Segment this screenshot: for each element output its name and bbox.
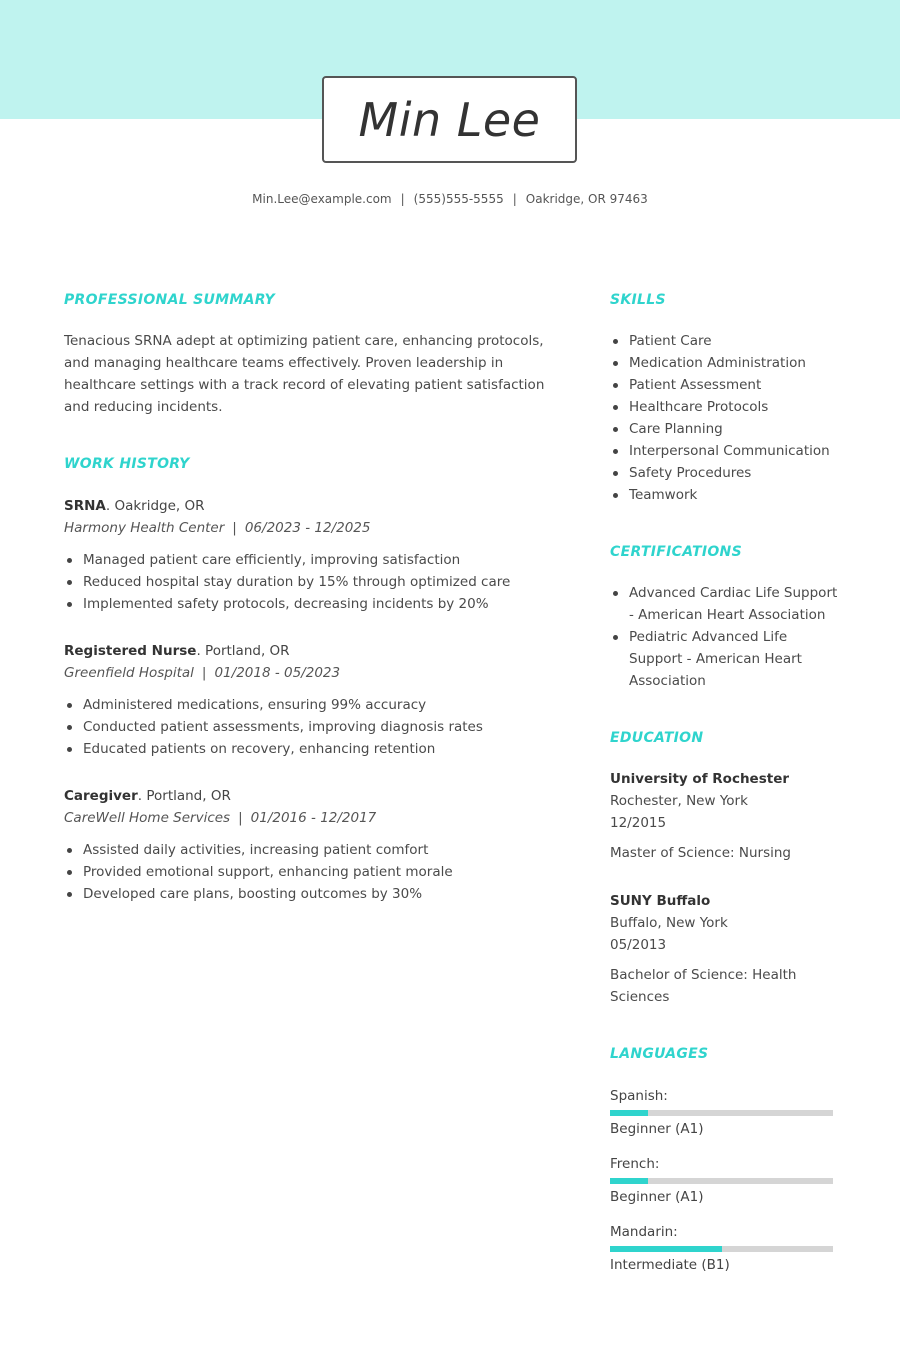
skill-item: Patient Care bbox=[610, 330, 840, 352]
skill-item: Care Planning bbox=[610, 418, 840, 440]
contact-location: Oakridge, OR 97463 bbox=[525, 192, 648, 206]
name-box bbox=[322, 76, 577, 163]
language-name: French: bbox=[610, 1156, 660, 1172]
job-separator: | bbox=[201, 665, 207, 681]
contact-separator: | bbox=[512, 192, 517, 206]
job-dates: 01/2018 - 05/2023 bbox=[214, 665, 341, 681]
job-bullet: Conducted patient assessments, improving diagnosis rates bbox=[64, 716, 554, 738]
language-bar bbox=[610, 1246, 833, 1252]
job-bullet: Reduced hospital stay duration by 15% through optimized care bbox=[64, 571, 554, 593]
candidate-name: Min Lee bbox=[358, 92, 541, 147]
language-bar-fill bbox=[610, 1110, 648, 1116]
language-bar bbox=[610, 1110, 833, 1116]
job-bullets bbox=[64, 694, 554, 760]
job-employer: Greenfield Hospital bbox=[64, 665, 194, 681]
job-location: Portland, OR bbox=[146, 788, 231, 804]
language-bar-fill bbox=[610, 1246, 722, 1252]
job-title-line: Registered Nurse. Portland, OR bbox=[64, 643, 290, 659]
job-location: Portland, OR bbox=[205, 643, 290, 659]
language-bar-fill bbox=[610, 1178, 648, 1184]
education-heading: EDUCATION bbox=[610, 730, 704, 746]
graduation-date: 12/2015 bbox=[610, 815, 667, 831]
school-location: Buffalo, New York bbox=[610, 915, 728, 931]
language-bar bbox=[610, 1178, 833, 1184]
skill-item: Teamwork bbox=[610, 484, 840, 506]
language-level: Beginner (A1) bbox=[610, 1121, 704, 1137]
language-entry bbox=[610, 1154, 840, 1207]
certifications-heading: CERTIFICATIONS bbox=[610, 544, 742, 560]
languages-heading: LANGUAGES bbox=[610, 1046, 709, 1062]
job-bullets bbox=[64, 839, 554, 905]
main-column bbox=[64, 290, 554, 905]
school-name: University of Rochester bbox=[610, 771, 790, 787]
school-location: Rochester, New York bbox=[610, 793, 748, 809]
job-title-line: SRNA. Oakridge, OR bbox=[64, 498, 205, 514]
contact-phone: (555)555-5555 bbox=[413, 192, 504, 206]
job-entry bbox=[64, 640, 554, 760]
education-entry bbox=[610, 890, 840, 1008]
job-role: Registered Nurse bbox=[64, 643, 197, 659]
job-employer-line bbox=[64, 517, 554, 539]
contact-separator: | bbox=[400, 192, 405, 206]
skill-item: Safety Procedures bbox=[610, 462, 840, 484]
job-dates: 06/2023 - 12/2025 bbox=[244, 520, 371, 536]
skill-item: Interpersonal Communication bbox=[610, 440, 840, 462]
language-entry bbox=[610, 1086, 840, 1139]
job-separator: | bbox=[232, 520, 237, 536]
contact-line bbox=[0, 192, 900, 206]
job-bullet: Educated patients on recovery, enhancing retention bbox=[64, 738, 554, 760]
summary-heading: PROFESSIONAL SUMMARY bbox=[64, 292, 275, 308]
job-role: Caregiver bbox=[64, 788, 138, 804]
sidebar-column bbox=[610, 290, 840, 1275]
school-name: SUNY Buffalo bbox=[610, 893, 711, 909]
job-employer: Harmony Health Center bbox=[64, 520, 225, 536]
job-employer: CareWell Home Services bbox=[64, 810, 231, 826]
degree: Bachelor of Science: Health Sciences bbox=[610, 967, 797, 1005]
skills-list bbox=[610, 330, 840, 506]
job-location: Oakridge, OR bbox=[114, 498, 205, 514]
job-separator: | bbox=[238, 810, 243, 826]
job-employer-line bbox=[64, 807, 554, 829]
skill-item: Patient Assessment bbox=[610, 374, 840, 396]
language-name: Mandarin: bbox=[610, 1224, 678, 1240]
job-bullets bbox=[64, 549, 554, 615]
job-bullet: Administered medications, ensuring 99% accuracy bbox=[64, 694, 554, 716]
job-title-line: Caregiver. Portland, OR bbox=[64, 788, 231, 804]
skill-item: Healthcare Protocols bbox=[610, 396, 840, 418]
job-entry bbox=[64, 495, 554, 615]
skill-item: Medication Administration bbox=[610, 352, 840, 374]
job-bullet: Managed patient care efficiently, improving satisfaction bbox=[64, 549, 554, 571]
language-level: Beginner (A1) bbox=[610, 1189, 704, 1205]
education-entry bbox=[610, 768, 840, 864]
job-dates: 01/2016 - 12/2017 bbox=[250, 810, 377, 826]
job-bullet: Assisted daily activities, increasing patient comfort bbox=[64, 839, 554, 861]
skills-heading: SKILLS bbox=[610, 292, 666, 308]
certifications-list bbox=[610, 582, 840, 692]
certification-item: Pediatric Advanced Life Support - American Heart Association bbox=[610, 626, 840, 692]
language-name: Spanish: bbox=[610, 1088, 668, 1104]
contact-email: Min.Lee@example.com bbox=[252, 192, 392, 206]
job-bullet: Provided emotional support, enhancing patient morale bbox=[64, 861, 554, 883]
work-history-heading: WORK HISTORY bbox=[64, 456, 190, 472]
language-entry bbox=[610, 1222, 840, 1275]
job-employer-line bbox=[64, 662, 554, 684]
certification-item: Advanced Cardiac Life Support - American Heart Association bbox=[610, 582, 840, 626]
job-bullet: Developed care plans, boosting outcomes by 30% bbox=[64, 883, 554, 905]
graduation-date: 05/2013 bbox=[610, 937, 667, 953]
job-role: SRNA bbox=[64, 498, 106, 514]
summary-text: Tenacious SRNA adept at optimizing patient care, enhancing protocols, and managing healthcare teams effectively. Proven leadership in healthcare settings with a track record of elevating patient satisfaction and reducing incidents. bbox=[64, 333, 545, 415]
job-entry bbox=[64, 785, 554, 905]
degree: Master of Science: Nursing bbox=[610, 845, 791, 861]
job-bullet: Implemented safety protocols, decreasing incidents by 20% bbox=[64, 593, 554, 615]
language-level: Intermediate (B1) bbox=[610, 1257, 730, 1273]
